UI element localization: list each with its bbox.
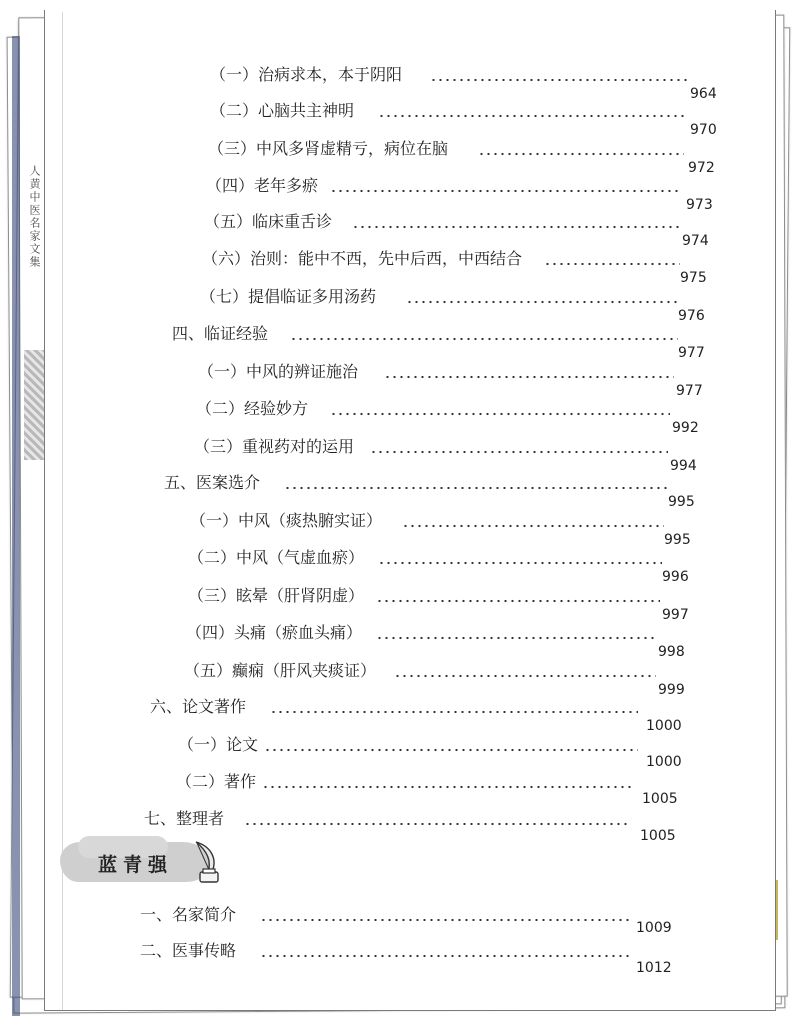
dot-leader [406,298,678,308]
toc-entry[interactable] [210,62,722,102]
toc-entry-page: 1005 [640,828,676,844]
section-title: 蓝青强 [98,854,174,876]
toc-entry-page: 997 [662,607,689,623]
toc-entry[interactable] [206,173,718,213]
toc-entry-page: 999 [658,682,685,698]
toc-entry-page: 976 [678,308,705,324]
toc-entry-page: 974 [682,233,709,249]
toc-entry-label: （四）老年多瘀 [206,176,319,195]
toc-entry[interactable] [164,470,710,510]
dot-leader [544,260,680,270]
toc-entry-page: 998 [658,644,685,660]
toc-entry-label: （一）中风（痰热腑实证） [190,511,383,530]
toc-entry-page: 970 [690,122,717,138]
dot-leader [264,746,638,756]
toc-entry-page: 972 [688,160,715,176]
book-spine-strip [12,36,20,1016]
toc-entry[interactable] [196,396,712,436]
toc-entry-label: 二、医事传略 [140,941,237,960]
toc-entry[interactable] [140,902,680,936]
toc-entry-page: 995 [668,494,695,510]
toc-entry-label: （三）中风多肾虚精亏，病位在脑 [208,139,449,158]
toc-entry-label: （一）中风的辨证施治 [198,362,359,381]
toc-entry-page: 1012 [636,960,672,976]
toc-entry-label: （二）经验妙方 [196,399,309,418]
toc-entry[interactable] [184,658,700,698]
dot-leader [260,916,630,926]
toc-entry-label: （六）治则：能中不西，先中后西，中西结合 [202,249,523,268]
toc-entry-label: 五、医案选介 [164,473,261,492]
dot-leader [352,223,680,233]
toc-entry[interactable] [140,938,680,976]
toc-entry-label: （五）癫痫（肝风夹痰证） [184,661,377,680]
dot-leader [430,76,688,86]
toc-entry-page: 964 [690,86,717,102]
toc-entry-page: 1009 [636,920,672,936]
toc-entry-page: 1005 [642,791,678,807]
dot-leader [330,187,682,197]
toc-entry-page: 977 [678,345,705,361]
dot-leader [478,150,684,160]
dot-leader [402,522,664,532]
toc-entry[interactable] [186,620,702,660]
dot-leader [290,335,678,345]
spine-pattern [24,350,44,460]
dot-leader [376,634,656,644]
toc-entry-page: 992 [672,420,699,436]
toc-entry-label: （七）提倡临证多用汤药 [200,287,377,306]
dot-leader [270,708,638,718]
toc-entry[interactable] [144,806,684,844]
dot-leader [244,820,630,830]
toc-entry-page: 996 [662,569,689,585]
toc-entry[interactable] [150,694,690,734]
toc-entry-label: （一）治病求本，本于阴阳 [210,65,403,84]
toc-entry-label: 四、临证经验 [172,324,269,343]
toc-entry-page: 995 [664,532,691,548]
toc-entry-label: （二）著作 [176,772,257,791]
dot-leader [394,672,656,682]
toc-entry-label: 一、名家简介 [140,905,237,924]
toc-entry-label: 六、论文著作 [150,697,247,716]
dot-leader [378,559,662,569]
toc-entry[interactable] [176,769,686,807]
dot-leader [370,448,668,458]
toc-entry-label: （五）临床重舌诊 [204,212,333,231]
toc-entry-label: （二）中风（气虚血瘀） [188,548,365,567]
toc-entry-label: （二）心脑共主神明 [210,101,355,120]
toc-entry-label: （三）重视药对的运用 [194,437,355,456]
toc-entry-label: （四）头痛（瘀血头痛） [186,623,363,642]
spine-title: 人黄中医名家文集 [28,165,41,269]
dot-leader [330,410,670,420]
dot-leader [384,373,674,383]
dot-leader [376,597,660,607]
toc-entry-page: 1000 [646,718,682,734]
toc-entry-page: 977 [676,383,703,399]
toc-entry-label: （三）眩晕（肝肾阴虚） [188,586,365,605]
dot-leader [262,783,634,793]
quill-inkpot-icon [188,838,224,886]
toc-entry[interactable] [200,284,716,324]
toc-entry[interactable] [188,583,704,623]
dot-leader [284,484,668,494]
toc-entry[interactable] [178,732,688,770]
toc-entry[interactable] [208,136,720,176]
toc-entry-page: 994 [670,458,697,474]
section-banner [60,836,220,888]
toc-entry-label: 七、整理者 [144,809,225,828]
toc-entry[interactable] [194,434,710,474]
toc-entry[interactable] [188,545,704,585]
toc-entry-label: （一）论文 [178,735,259,754]
toc-entry[interactable] [190,508,706,548]
toc-entry[interactable] [210,98,722,138]
toc-entry-page: 1000 [646,754,682,770]
toc-entry[interactable] [204,209,718,249]
toc-entry[interactable] [172,321,716,361]
toc-entry-page: 973 [686,197,713,213]
toc-entry[interactable] [198,359,714,399]
toc-entry[interactable] [202,246,718,286]
toc-entry-page: 975 [680,270,707,286]
dot-leader [378,112,686,122]
dot-leader [260,952,630,962]
